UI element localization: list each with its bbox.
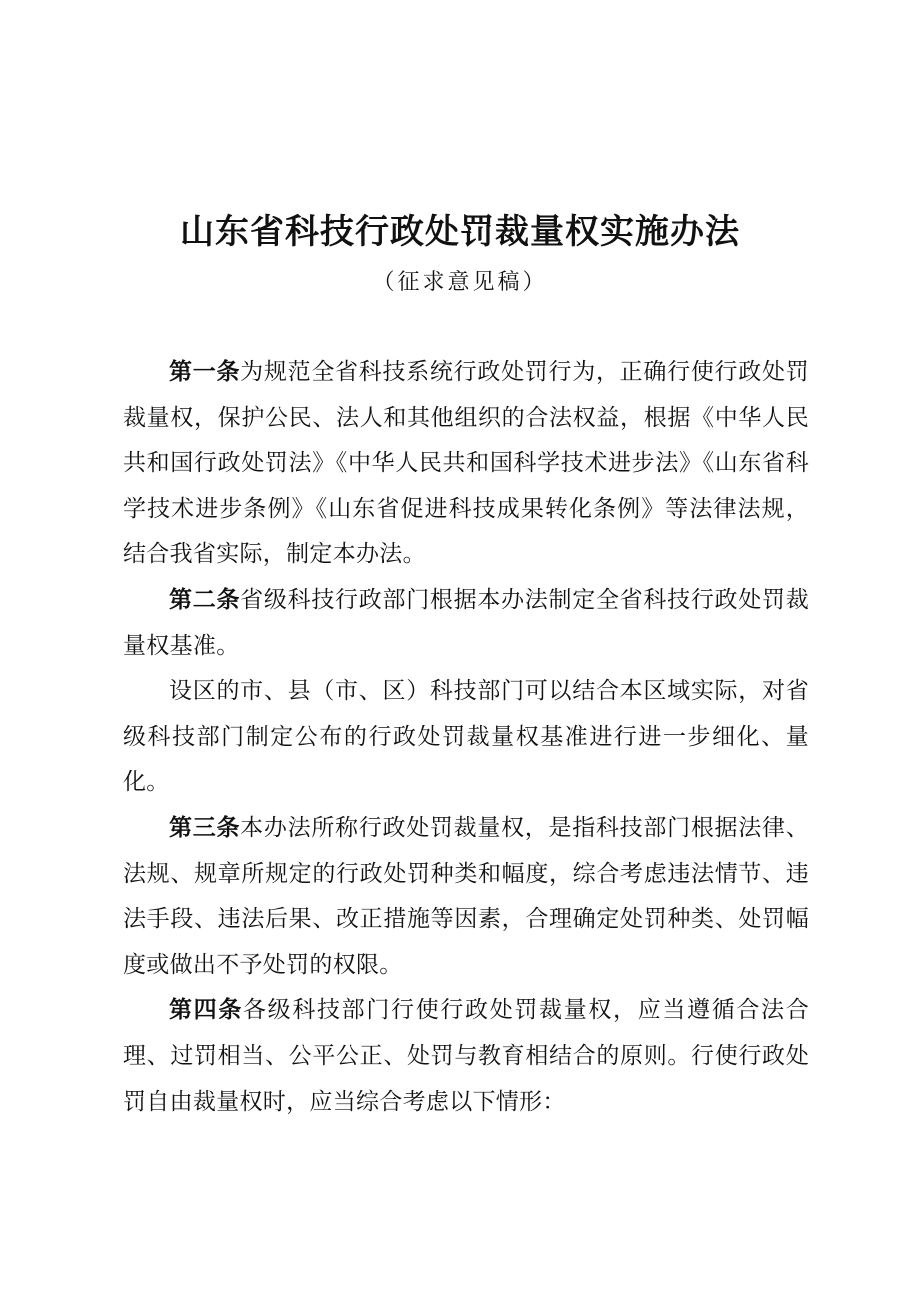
article-number: 第一条 [169,359,241,385]
paragraph-text: 本办法所称行政处罚裁量权，是指科技部门根据法律、法规、规章所规定的行政处罚种类和幅度，综合考虑违法情节、违法手段、违法后果、改正措施等因素，合理确定处罚种类、处罚幅度或做出不予处罚的权限。 [123,814,810,978]
paragraph-article-4 [123,988,809,1125]
article-number: 第四条 [169,997,244,1024]
paragraph-article-3 [123,806,809,988]
paragraph-text: 各级科技部门行使行政处罚裁量权，应当遵循合法合理、过罚相当、公平公正、处罚与教育相结合的原则。行使行政处罚自由裁量权时，应当综合考虑以下情形： [123,997,810,1115]
document-body [123,350,809,1125]
paragraph-text: 省级科技行政部门根据本办法制定全省科技行政处罚裁量权基准。 [123,586,810,659]
document-subtitle: （征求意见稿） [372,270,548,295]
paragraph-article-2 [123,578,809,669]
document-title: 山东省科技行政处罚裁量权实施办法 [180,212,740,252]
paragraph-text: 为规范全省科技系统行政处罚行为，正确行使行政处罚裁量权，保护公民、法人和其他组织的合法权益，根据《中华人民共和国行政处罚法》《中华人民共和国科学技术进步法》《山东省科学技术进步条例》《山东省促进科技成果转化条例》等法律法规，结合我省实际，制定本办法。 [123,359,810,568]
paragraph-text: 设区的市、县（市、区）科技部门可以结合本区域实际，对省级科技部门制定公布的行政处罚裁量权基准进行进一步细化、量化。 [123,678,809,796]
paragraph-article-2-continued [123,669,809,806]
paragraph-article-1 [123,350,809,578]
article-number: 第三条 [169,814,241,841]
article-number: 第二条 [169,586,241,613]
